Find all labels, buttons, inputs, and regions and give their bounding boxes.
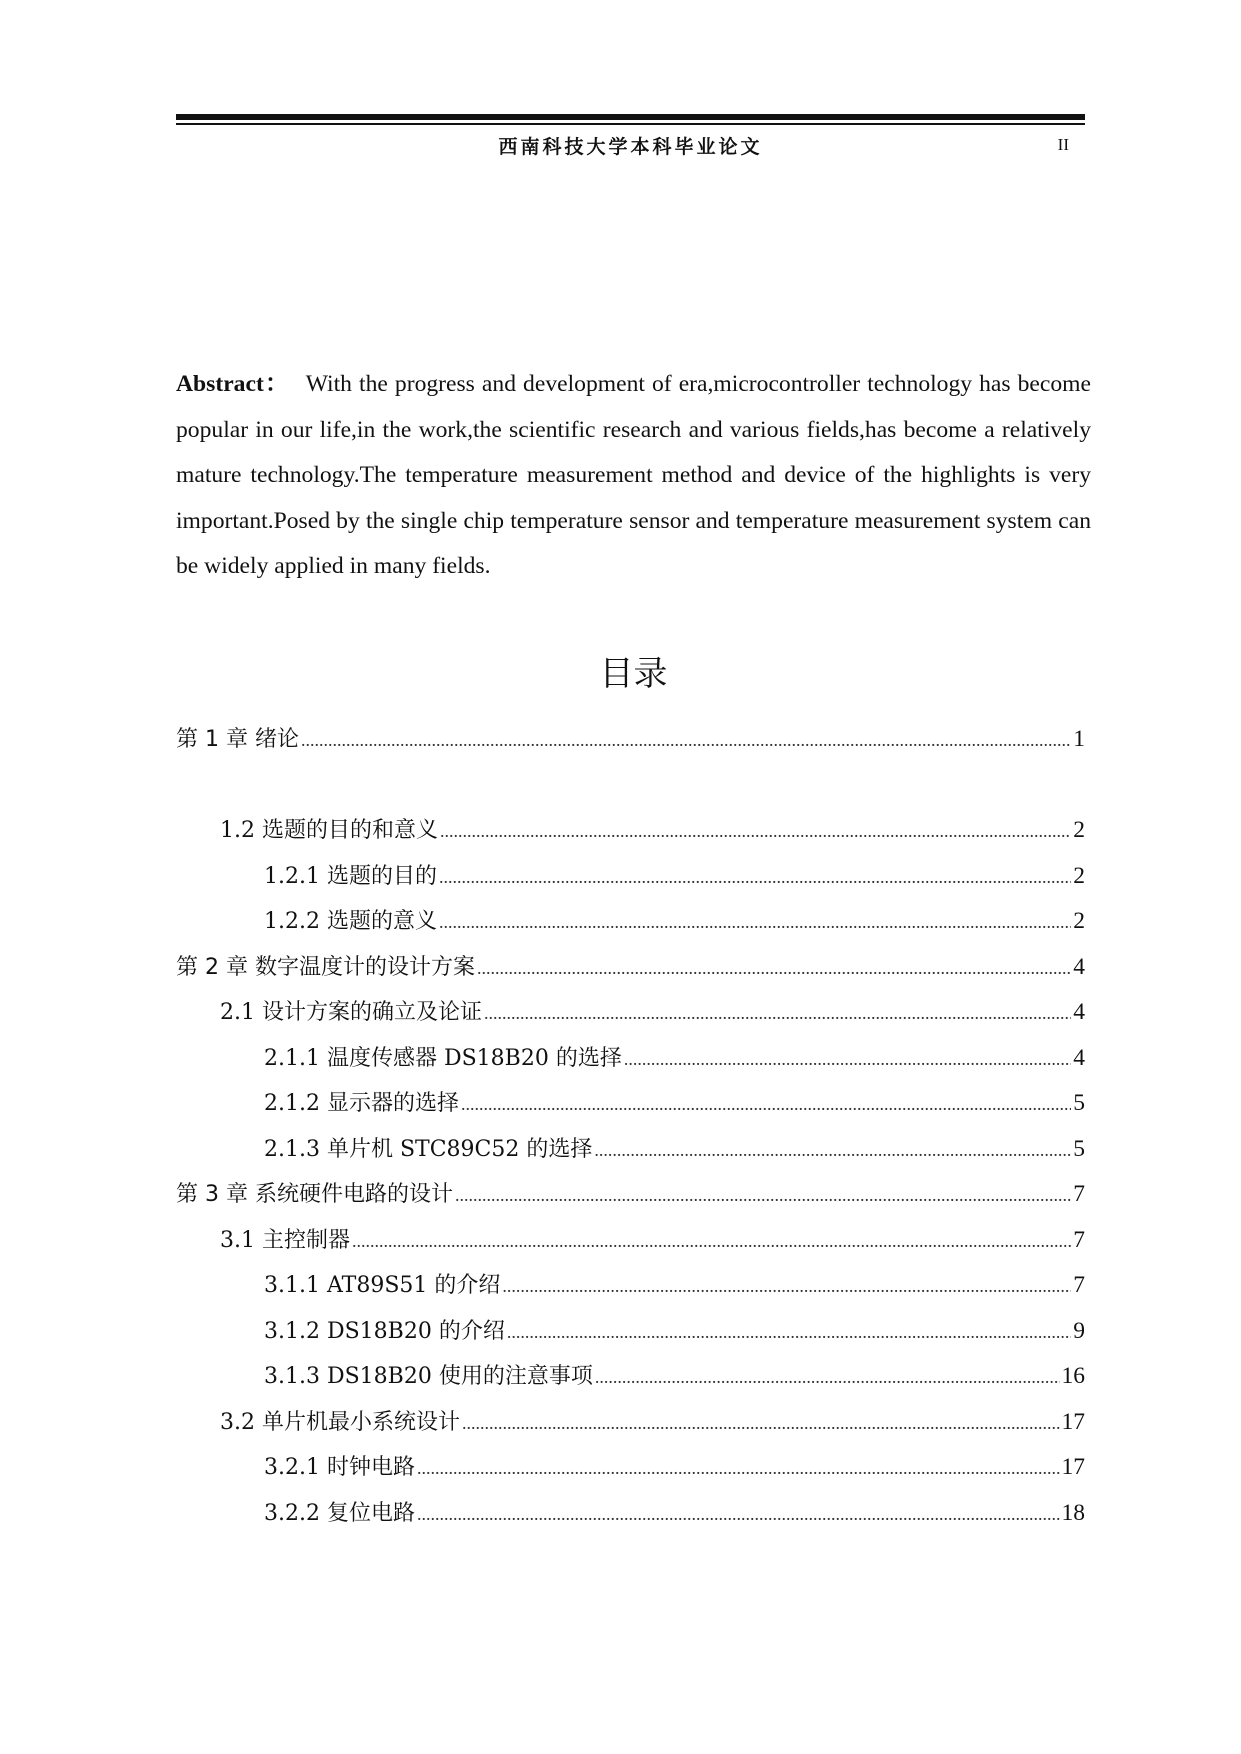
toc-leader: [352, 1227, 1071, 1254]
toc-entry-label: 3.1 主控制器: [220, 1228, 350, 1253]
toc-entry-label: 第 3 章 系统硬件电路的设计: [176, 1182, 453, 1207]
toc-entry[interactable]: [220, 1405, 1085, 1439]
toc-entry-label: 第 1 章 绪论: [176, 727, 299, 752]
toc-leader: [417, 1454, 1060, 1481]
toc-entry[interactable]: [176, 722, 1085, 756]
abstract-label: Abstract：: [176, 371, 290, 397]
toc-entry[interactable]: [264, 1041, 1085, 1075]
toc-entry-page: 4: [1073, 954, 1085, 980]
toc-entry-label: 3.1.3 DS18B20 使用的注意事项: [264, 1364, 593, 1389]
toc-entry-page: 18: [1061, 1500, 1085, 1526]
toc-entry-page: 2: [1073, 863, 1085, 889]
toc-entry-label: 3.2.1 时钟电路: [264, 1455, 415, 1480]
toc-entry-label: 2.1.3 单片机 STC89C52 的选择: [264, 1137, 593, 1162]
toc-entry[interactable]: [220, 1223, 1085, 1257]
toc-entry-label: 1.2.1 选题的目的: [264, 864, 437, 889]
toc-entry-label: 2.1 设计方案的确立及论证: [220, 1000, 482, 1025]
toc-entry-page: 7: [1073, 1181, 1085, 1207]
toc-leader: [301, 726, 1071, 753]
toc-entry[interactable]: [264, 1268, 1085, 1302]
toc-entry[interactable]: [264, 1086, 1085, 1120]
toc-leader: [502, 1272, 1071, 1299]
toc-leader: [439, 863, 1071, 890]
toc-entry[interactable]: [264, 1496, 1085, 1530]
toc-entry-label: 3.1.1 AT89S51 的介绍: [264, 1273, 501, 1298]
toc-entry[interactable]: [264, 904, 1085, 938]
toc-entry[interactable]: [264, 1450, 1085, 1484]
toc-entry-page: 2: [1073, 908, 1085, 934]
toc-entry-page: 5: [1073, 1136, 1085, 1162]
header-rule-thick: [176, 114, 1085, 120]
toc-entry[interactable]: [220, 995, 1085, 1029]
toc-entry-page: 9: [1073, 1318, 1085, 1344]
toc-entry-page: 2: [1073, 817, 1085, 843]
toc-entry[interactable]: [264, 1314, 1085, 1348]
toc-leader: [461, 1090, 1071, 1117]
toc-entry[interactable]: [176, 950, 1085, 984]
toc-leader: [484, 999, 1071, 1026]
toc-leader: [507, 1318, 1071, 1345]
toc-leader: [417, 1500, 1060, 1527]
abstract-text: With the progress and development of era,microcontroller technology has become popular in our life,in the work,the scientific research and various fields,has become a relatively mature technology.The temperature measurement method and device of the highlights is very important.Posed by the single chip temperature sensor and temperature measurement system can be widely applied in many fields.: [176, 371, 1092, 579]
toc-entry-label: 3.2 单片机最小系统设计: [220, 1410, 460, 1435]
toc-entry-page: 5: [1073, 1090, 1085, 1116]
toc-entry[interactable]: [264, 1132, 1085, 1166]
toc-entry-label: 3.2.2 复位电路: [264, 1501, 415, 1526]
toc-entry[interactable]: [264, 1359, 1085, 1393]
toc-entry[interactable]: [264, 859, 1085, 893]
toc-entry-page: 17: [1061, 1409, 1085, 1435]
toc-leader: [440, 817, 1071, 844]
toc-entry-label: 1.2.2 选题的意义: [264, 909, 437, 934]
toc-entry-label: 1.2 选题的目的和意义: [220, 818, 438, 843]
toc-entry-label: 2.1.1 温度传感器 DS18B20 的选择: [264, 1046, 622, 1071]
header-title: 西南科技大学本科毕业论文: [498, 136, 763, 158]
toc-title: 目录: [599, 654, 668, 694]
toc-entry-page: 16: [1061, 1363, 1085, 1389]
toc-leader: [455, 1181, 1071, 1208]
toc-entry-label: 第 2 章 数字温度计的设计方案: [176, 955, 475, 980]
toc-leader: [595, 1363, 1060, 1390]
header-page-number: II: [1057, 135, 1069, 154]
toc-entry-page: 17: [1061, 1454, 1085, 1480]
toc-leader: [594, 1136, 1071, 1163]
toc-leader: [477, 954, 1071, 981]
header-rule-thin: [176, 123, 1085, 125]
toc-leader: [624, 1045, 1071, 1072]
toc-leader: [439, 908, 1071, 935]
toc-entry-page: 4: [1073, 1045, 1085, 1071]
toc-entry-page: 7: [1073, 1227, 1085, 1253]
abstract-paragraph: [176, 362, 1091, 590]
toc-entry-page: 4: [1073, 999, 1085, 1025]
toc-entry-page: 7: [1073, 1272, 1085, 1298]
toc-entry[interactable]: [220, 813, 1085, 847]
toc-entry-page: 1: [1073, 726, 1085, 752]
toc-leader: [462, 1409, 1060, 1436]
toc-entry-label: 3.1.2 DS18B20 的介绍: [264, 1319, 505, 1344]
toc-entry-label: 2.1.2 显示器的选择: [264, 1091, 459, 1116]
toc-entry[interactable]: [176, 1177, 1085, 1211]
